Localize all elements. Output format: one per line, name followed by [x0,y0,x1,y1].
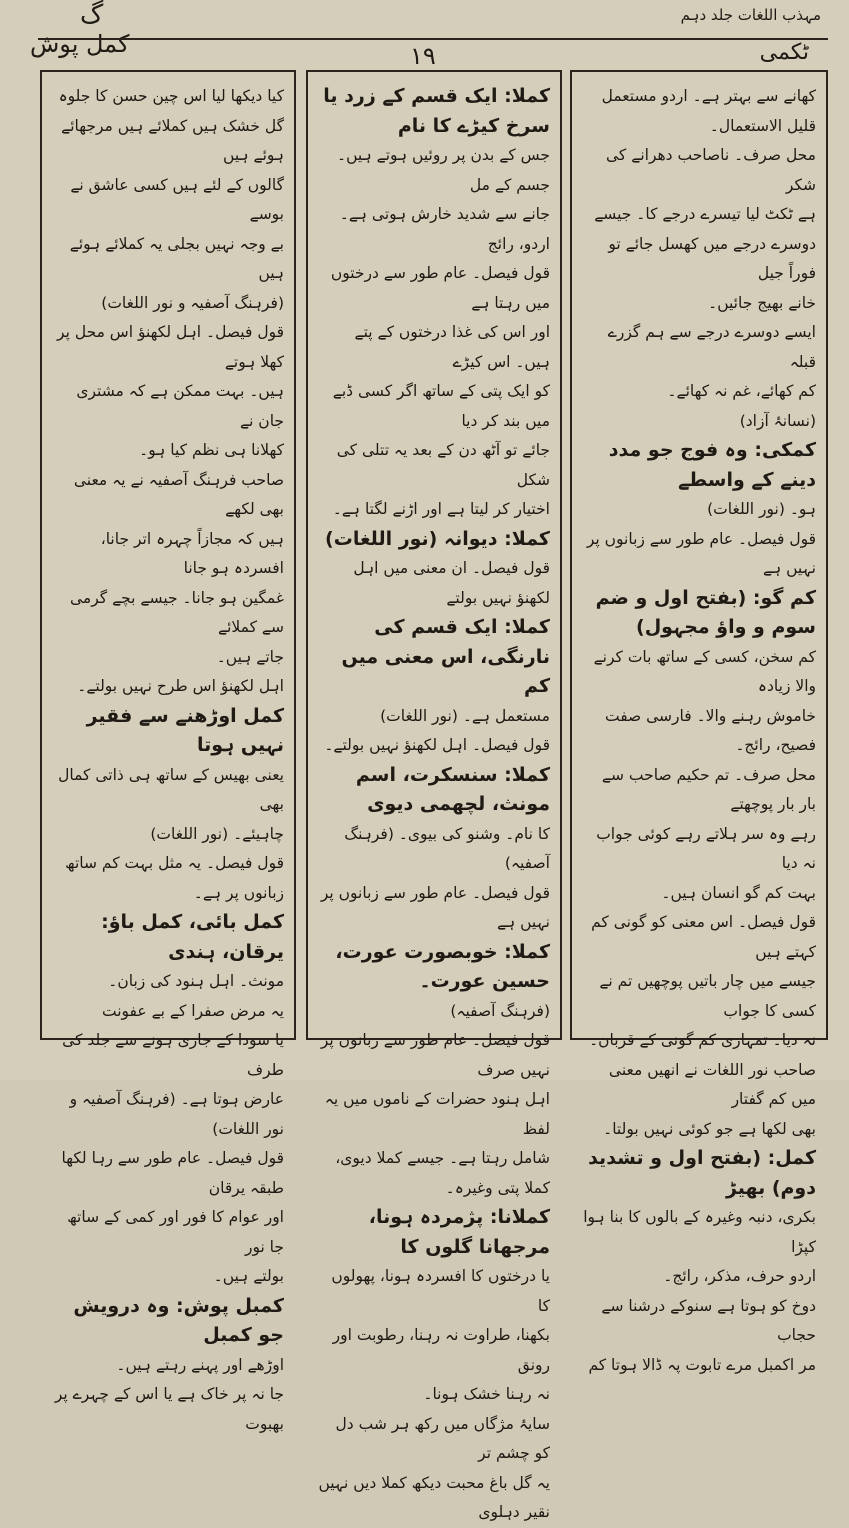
entry-headword: کملا: خوبصورت عورت، حسین عورت۔ [335,940,550,992]
text-line: قول فیصل۔ اہل لکھنؤ نہیں بولتے۔ [324,736,550,754]
text-line: (فرہنگ آصفیہ) [450,1001,550,1020]
entry-headword: کمبل پوش: وہ درویش جو کمبل [73,1294,284,1346]
text-line: خاموش رہنے والا۔ فارسی صفت [604,706,816,725]
text-line: عارض ہوتا ہے۔ (فرہنگ آصفیہ و نور اللغات) [69,1090,284,1138]
entry-headword: کملانا: پژمردہ ہونا، مرجھانا گلوں کا [368,1206,550,1258]
text-line: اوڑھے اور پہنے رہتے ہیں۔ [116,1355,284,1374]
text-line: اور عوام کا فور اور کمی کے ساتھ جا نور [67,1208,284,1256]
header-rule [38,38,828,40]
text-line: ہے ٹکٹ لیا تیسرے درجے کا۔ جیسے [594,205,816,223]
text-line: مر اکمبل مرے تابوت پہ ڈالا ہوتا کم [588,1355,816,1374]
text-line: بے وجہ نہیں بجلی یہ کملائے ہوئے ہیں [69,234,284,282]
text-line: کملا پتی وغیرہ۔ [445,1178,550,1197]
text-line: ایسے دوسرے درجے سے ہم گزرے قبلہ [607,323,816,371]
text-line: بہت کم گو انسان ہیں۔ [661,883,816,902]
text-line: غمگین ہو جانا۔ جیسے بچے گرمی سے کملائے [70,588,284,636]
text-line: یہ مرض صفرا کے بے عفونت [102,1001,284,1020]
text-line: ہو۔ (نور اللغات) [707,500,816,518]
header-guide-word-left: کمل پوش [30,30,130,58]
text-line: کم کھائے، غم نہ کھائے۔ [667,382,816,400]
text-line: کیا دیکھا لیا اس چین حسن کا جلوہ [58,87,284,105]
text-line: جس کے بدن پر روئیں ہوتے ہیں۔ جسم کے مل [337,146,550,194]
text-line: چاہیئے۔ (نور اللغات) [150,824,284,843]
text-line: کا نام۔ وشنو کی بیوی۔ (فرہنگ آصفیہ) [344,824,550,872]
text-line: خانے بھیج جائیں۔ [708,293,816,312]
entry-headword: کملا: دیوانہ (نور اللغات) [325,527,550,550]
text-line: قلیل الاستعمال۔ [709,116,816,135]
entry-headword: کملا: سنسکرت، اسم مونث، لچھمی دیوی [355,763,550,815]
text-line: بھی لکھا ہے جو کوئی نہیں بولتا۔ [603,1119,816,1138]
text-line: مونث۔ اہل ہنود کی زبان۔ [108,972,284,990]
text-line: قول فیصل۔ عام طور سے زبانوں پر نہیں ہے [586,529,816,577]
text-line: نہ رہنا خشک ہونا۔ [423,1385,550,1403]
text-line: نقیر دہلوی [478,1503,550,1521]
text-line: یعنی بھیس کے ساتھ ہی ذاتی کمال بھی [58,765,284,813]
text-line: کھلانا ہی نظم کیا ہو۔ [139,441,284,459]
page-header [0,0,849,72]
text-line: صاحب نور اللغات نے انھیں معنی میں کم گفتار [608,1060,816,1108]
text-line: دوسرے درجے میں کھسل جائے تو فوراً جیل [608,234,816,282]
text-line: قول فیصل۔ عام طور سے زبانوں پر نہیں ہے [320,883,550,931]
text-line: بکری، دنبہ وغیرہ کے بالوں کا بنا ہوا کپڑا [583,1208,816,1256]
text-line: یہ گل باغ محبت دیکھ کملا دیں نہیں [318,1473,550,1492]
text-line: قول فیصل۔ ان معنی میں اہل لکھنؤ نہیں بولتے [353,559,550,607]
text-line: بولتے ہیں۔ [213,1267,284,1285]
text-line: کو ایک پتی کے ساتھ اگر کسی ڈبے میں بند کر دیا [332,382,550,430]
header-corner-letter: گ [80,0,104,30]
entry-headword: کم گو: (بفتح اول و ضم سوم و واؤ مجہول) [595,586,816,638]
text-line: مستعمل ہے۔ (نور اللغات) [380,706,550,725]
text-line: اختیار کر لیتا ہے اور اڑنے لگتا ہے۔ [332,500,550,518]
text-line: زبانوں پر ہے۔ [193,883,284,902]
text-line: قول فیصل۔ اہل لکھنؤ اس محل پر کھلا ہوتے [57,323,284,371]
text-line: جاتے ہیں۔ [216,647,284,666]
text-line: قول فیصل۔ عام طور سے رہا لکھا طبقہ یرقان [61,1149,284,1197]
text-line: جائے تو آٹھ دن کے بعد یہ تتلی کی شکل [336,441,550,489]
text-line: جا نہ پر خاک ہے یا اس کے چہرے پر بھبوت [54,1385,284,1433]
text-line: اہل لکھنؤ اس طرح نہیں بولتے۔ [77,677,284,695]
column-right [570,70,828,1374]
column-left [40,70,296,1433]
text-line: قول فیصل۔ عام طور سے زبانوں پر نہیں صرف [320,1031,550,1079]
page-number: ۱۹ [410,42,436,70]
text-line: (نسانۂ آزاد) [739,411,816,430]
text-line: نہ دیا۔ تمہاری کم گونی کے قربان۔ [589,1031,816,1049]
text-line: شامل رہتا ہے۔ جیسے کملا دیوی، [335,1149,550,1167]
text-line: جیسے میں چار باتیں پوچھیں تم نے کسی کا جواب [599,972,816,1020]
entry-headword: کملا: ایک قسم کے زرد یا سرخ کیڑے کا نام [323,85,550,137]
entry-headword: کمل اوڑھنے سے فقیر نہیں ہوتا [86,704,284,756]
text-line: قول فیصل۔ یہ مثل بہت کم ساتھ [65,854,284,872]
column-middle [306,70,562,1521]
text-line: ہیں کہ مجازاً چہرہ اتر جانا، افسردہ ہو جانا [100,529,284,577]
text-line: جانے سے شدید خارش ہوتی ہے۔ اردو، رائج [339,205,550,253]
text-line: قول فیصل۔ اس معنی کو گونی کم کہتے ہیں [591,913,816,961]
text-line: ہیں۔ بہت ممکن ہے کہ مشتری جان نے [76,382,284,430]
text-line: کھانے سے بہتر ہے۔ اردو مستعمل [601,87,816,105]
text-line: اہل ہنود حضرات کے ناموں میں یہ لفظ [324,1090,550,1138]
entry-headword: کملا: ایک قسم کی نارنگی، اس معنی میں کم [341,616,550,697]
text-line: یا درختوں کا افسردہ ہونا، پھولوں کا [331,1267,550,1315]
text-line: رہے وہ سر ہلاتے رہے کوئی جواب نہ دیا [596,824,816,872]
text-line: اور اس کی غذا درختوں کے پتے ہیں۔ اس کیڑے [354,323,550,371]
text-line: گل خشک ہیں کملائے ہیں مرجھائے ہوئے ہیں [61,116,284,164]
text-line: فصیح، رائج۔ [735,736,816,754]
text-line: کم سخن، کسی کے ساتھ بات کرنے والا زیادہ [593,647,816,695]
entry-headword: کمکی: وہ فوج جو مدد دینے کے واسطے [608,439,816,491]
text-line: محل صرف۔ ناصاحب دھرانے کی شکر [606,146,816,194]
text-line: اردو حرف، مذکر، رائج۔ [663,1267,816,1285]
text-line: صاحب فرہنگ آصفیہ نے یہ معنی بھی لکھے [73,470,284,518]
entry-headword: کمل بائی، کمل باؤ: یرقان، ہندی [101,911,284,963]
text-line: گالوں کے لئے ہیں کسی عاشق نے بوسے [70,175,284,223]
text-line: یا سودا کے جاری ہونے سے جلد کی طرف [62,1031,284,1079]
text-line: محل صرف۔ تم حکیم صاحب سے بار بار پوچھتے [601,765,816,813]
entry-headword: کمل: (بفتح اول و تشدید دوم) بھیڑ [588,1147,816,1199]
text-line: دوخ کو ہوتا ہے سنوکے درشنا سے حجاب [601,1296,816,1344]
header-guide-word-right: ٹکمی [759,40,809,65]
text-line: سایۂ مژگاں میں رکھ ہر شب دل کو چشم تر [335,1414,550,1462]
text-line: بکھنا، طراوت نہ رہنا، رطوبت اور رونق [332,1326,550,1374]
text-line: (فرہنگ آصفیہ و نور اللغات) [101,293,284,312]
text-line: قول فیصل۔ عام طور سے درختوں میں رہتا ہے [330,264,550,312]
volume-title: مہذب اللغات جلد دہم [680,6,821,24]
